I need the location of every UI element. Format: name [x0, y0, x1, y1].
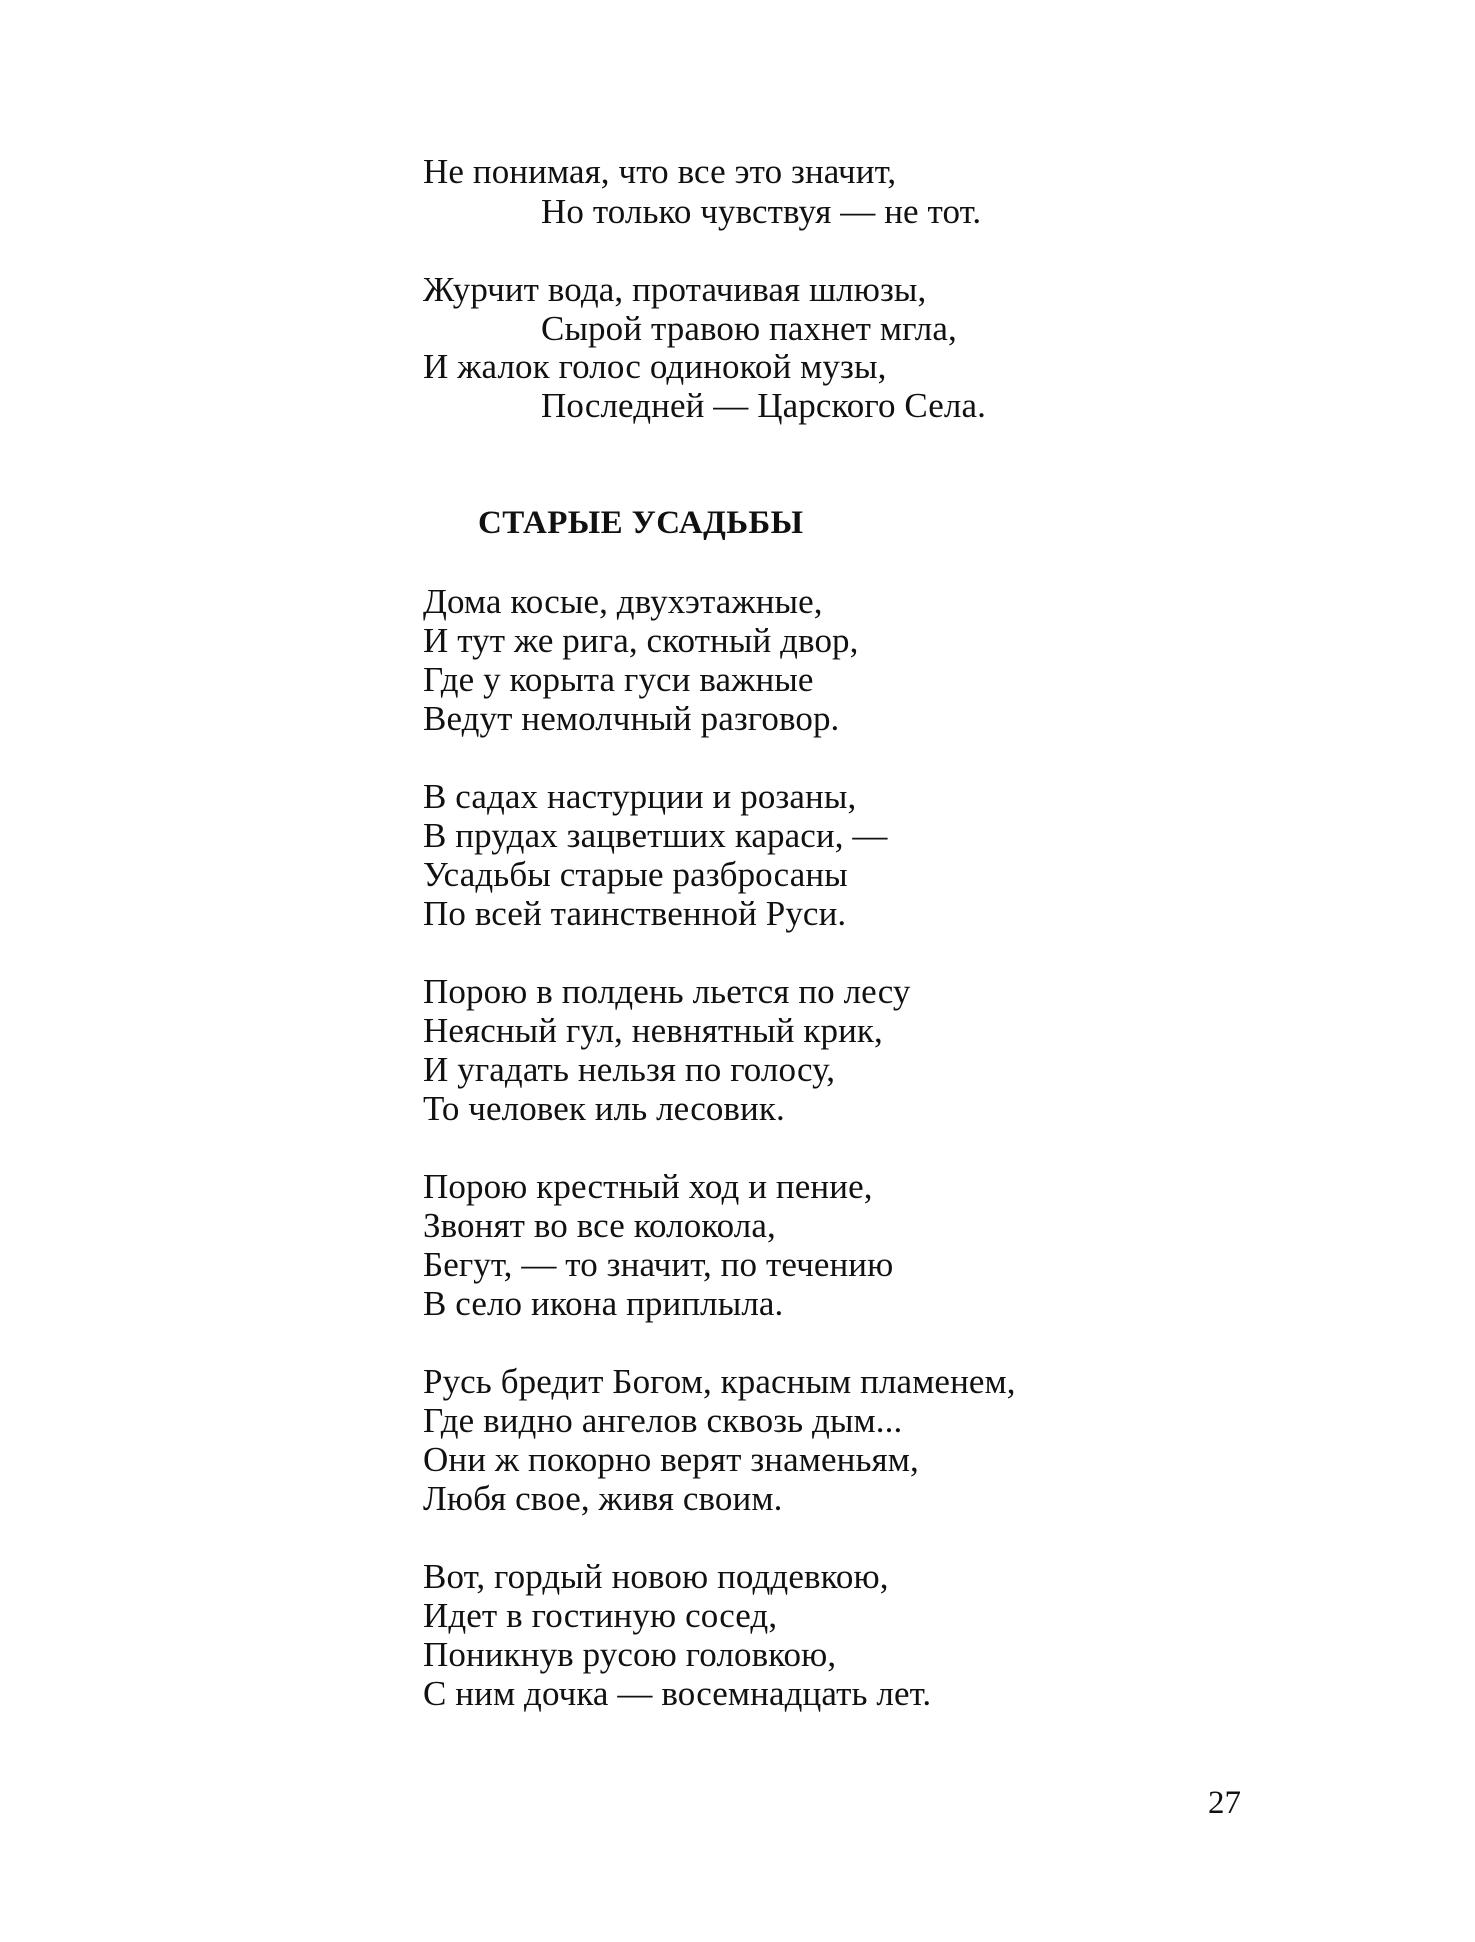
- poem-line: Они ж покорно верят знаменьям,: [423, 1440, 919, 1479]
- poem-line: С ним дочка — восемнадцать лет.: [423, 1674, 932, 1713]
- poem-line: И тут же рига, скотный двор,: [423, 621, 859, 660]
- poem-line: Идет в гостиную сосед,: [423, 1596, 778, 1635]
- poem-line: И жалок голос одинокой музы,: [423, 347, 887, 386]
- poem-line: Но только чувствуя — не тот.: [541, 192, 982, 231]
- poem-line: Где видно ангелов сквозь дым...: [423, 1401, 903, 1440]
- poem-line: Последней — Царского Села.: [541, 386, 986, 425]
- poem-line: Усадьбы старые разбросаны: [423, 855, 848, 894]
- poem-line: Где у корыта гуси важные: [423, 660, 814, 699]
- poem-line: В садах настурции и розаны,: [423, 777, 857, 816]
- poem-line: Не понимая, что все это значит,: [423, 152, 897, 191]
- poem-line: Журчит вода, протачивая шлюзы,: [423, 270, 927, 309]
- poem-line: Порою в полдень льется по лесу: [423, 972, 911, 1011]
- poem-line: Поникнув русою головкою,: [423, 1635, 837, 1674]
- poem-line: В село икона приплыла.: [423, 1284, 784, 1323]
- poem-line: Неясный гул, невнятный крик,: [423, 1011, 883, 1050]
- poem-line: То человек иль лесовик.: [423, 1089, 785, 1128]
- poem-line: Звонят во все колокола,: [423, 1206, 776, 1245]
- poem-line: И угадать нельзя по голосу,: [423, 1050, 836, 1089]
- poem-line: Вот, гордый новою поддевкою,: [423, 1557, 889, 1596]
- poem-line: По всей таинственной Руси.: [423, 894, 847, 933]
- poem-line: Русь бредит Богом, красным пламенем,: [423, 1362, 1016, 1401]
- poem-line: Бегут, — то значит, по течению: [423, 1245, 894, 1284]
- poem-line: Дома косые, двухэтажные,: [423, 582, 823, 621]
- page-number: 27: [1208, 1785, 1241, 1821]
- poem-line: Ведут немолчный разговор.: [423, 699, 840, 738]
- poem-line: Сырой травою пахнет мгла,: [541, 309, 957, 348]
- poem-line: Порою крестный ход и пение,: [423, 1167, 873, 1206]
- poem-title: СТАРЫЕ УСАДЬБЫ: [478, 505, 804, 541]
- poem-line: Любя свое, живя своим.: [423, 1479, 783, 1518]
- poem-line: В прудах зацветших караси, —: [423, 816, 888, 855]
